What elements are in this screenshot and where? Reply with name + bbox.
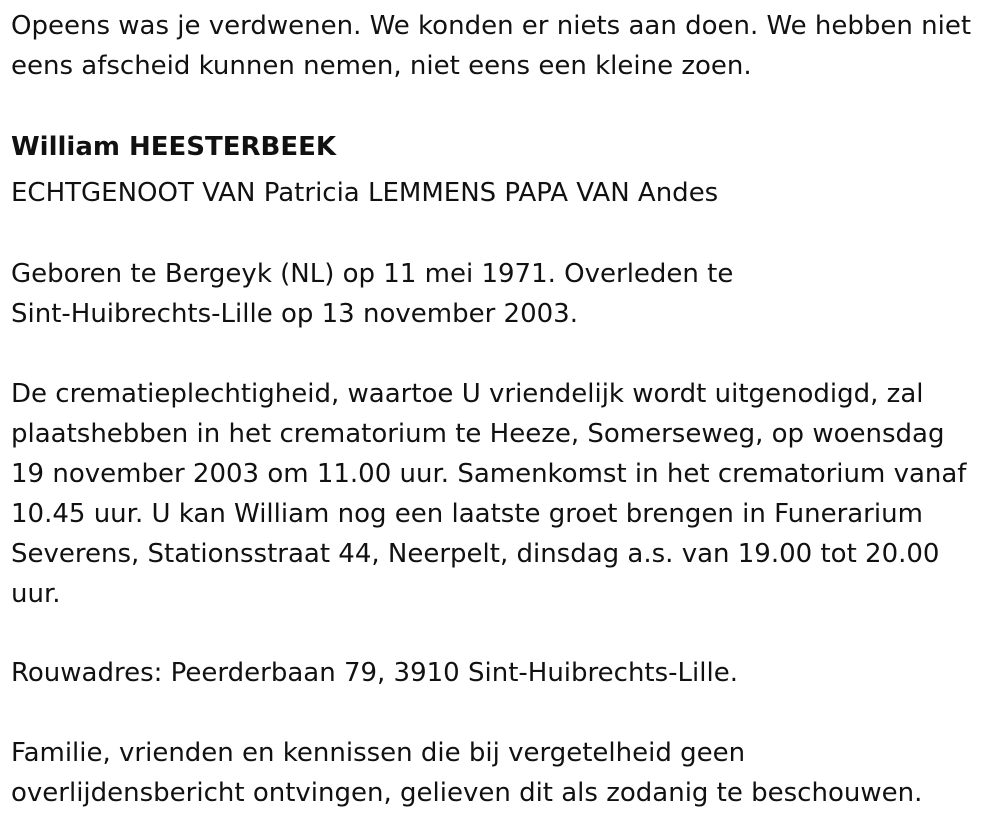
- ceremony-line: plaatshebben in het crematorium te Heeze, Somerseweg, op woensdag: [11, 419, 945, 449]
- birth-death-line: Geboren te Bergeyk (NL) op 11 mei 1971. Overleden te: [11, 259, 734, 289]
- mourning-address: Rouwadres: Peerderbaan 79, 3910 Sint-Huibrechts-Lille.: [11, 658, 738, 688]
- birth-death-line: Sint-Huibrechts-Lille op 13 november 2003.: [11, 299, 578, 329]
- birth-death-paragraph: [11, 254, 771, 334]
- ceremony-line: Severens, Stationsstraat 44, Neerpelt, dinsdag a.s. van 19.00 tot 20.00: [11, 539, 940, 569]
- family-paragraph: [11, 733, 971, 813]
- deceased-name: William HEESTERBEEK: [11, 132, 337, 162]
- ceremony-line: 19 november 2003 om 11.00 uur. Samenkomst in het crematorium vanaf: [11, 459, 967, 489]
- family-line: Familie, vrienden en kennissen die bij vergetelheid geen: [11, 738, 746, 768]
- ceremony-paragraph: [11, 374, 993, 614]
- family-relation: ECHTGENOOT VAN Patricia LEMMENS PAPA VAN Andes: [11, 178, 719, 208]
- ceremony-line: De crematieplechtigheid, waartoe U vriendelijk wordt uitgenodigd, zal: [11, 379, 924, 409]
- family-line: overlijdensbericht ontvingen, gelieven dit als zodanig te beschouwen.: [11, 778, 923, 808]
- intro-line: eens afscheid kunnen nemen, niet eens een kleine zoen.: [11, 51, 752, 81]
- intro-line: Opeens was je verdwenen. We konden er niets aan doen. We hebben niet: [11, 11, 972, 41]
- ceremony-line: uur.: [11, 579, 61, 609]
- intro-paragraph: [11, 6, 993, 86]
- ceremony-line: 10.45 uur. U kan William nog een laatste groet brengen in Funerarium: [11, 499, 923, 529]
